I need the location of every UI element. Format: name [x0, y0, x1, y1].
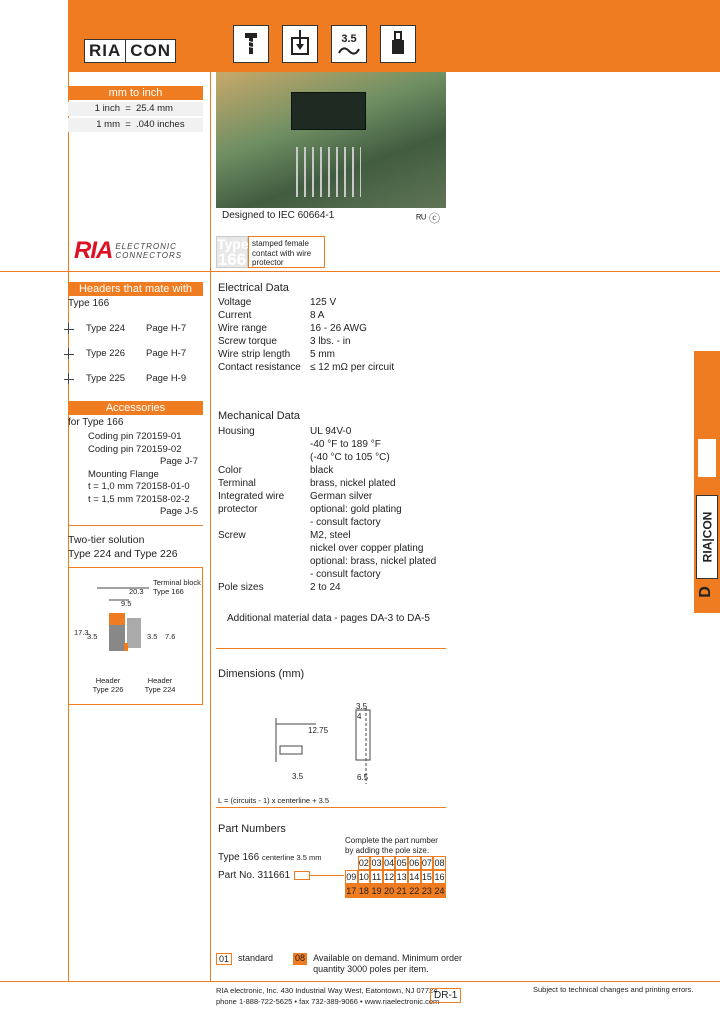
- list-item: t = 1,5 mm 720158-02-2: [88, 493, 190, 505]
- mechanical-row: [218, 477, 450, 490]
- accessories-for: [68, 417, 123, 428]
- pole-size-grid: [345, 856, 446, 898]
- parts-instructions: [345, 836, 438, 855]
- row-key: Screw: [218, 530, 246, 541]
- row-key: [218, 516, 310, 529]
- conv-eq: =: [125, 103, 131, 114]
- mechanical-title: Mechanical Data: [218, 410, 300, 422]
- row-value: 125 V: [310, 297, 337, 308]
- mechanical-row: [218, 516, 450, 529]
- mechanical-row: [218, 529, 450, 542]
- mechanical-row: [218, 555, 450, 568]
- two-tier-line2: Type 224 and Type 226: [68, 548, 178, 560]
- for-prefix: for: [68, 417, 83, 428]
- instr-line: Complete the part number: [345, 836, 438, 845]
- list-item: Coding pin 720159-02: [88, 443, 182, 455]
- screw-icon: [233, 25, 269, 63]
- legend-code-demand: 08: [295, 953, 306, 963]
- legend: [216, 953, 462, 975]
- row-value: nickel over copper plating: [310, 543, 424, 554]
- pole-cell: 17: [346, 886, 357, 896]
- row-value: (-40 °C to 105 °C): [310, 452, 390, 463]
- mechanical-row: [218, 425, 450, 438]
- mechanical-row: [218, 490, 450, 503]
- row-key: [218, 451, 310, 464]
- brand-left: RIA: [89, 41, 122, 60]
- header2-label: Header Type 224: [144, 676, 176, 694]
- row-value: -40 °F to 189 °F: [310, 439, 381, 450]
- pole-cell: 10: [358, 872, 369, 882]
- ria-logo: [68, 236, 182, 266]
- pole-cell: 08: [434, 858, 445, 868]
- pitch-3-5-icon: [331, 25, 367, 63]
- ria-line2: CONNECTORS: [115, 251, 183, 260]
- dim-label: 17.3: [74, 628, 89, 637]
- row-key: Terminal: [218, 478, 256, 489]
- additional-note: Additional material data - pages DA-3 to DA-5: [227, 613, 430, 624]
- header-page: Page H-9: [146, 373, 187, 384]
- mechanical-row: [218, 568, 450, 581]
- pole-cell: 18: [358, 886, 369, 896]
- pole-cell: 06: [409, 858, 420, 868]
- pole-cell: 03: [371, 858, 382, 868]
- pole-placeholder: [294, 871, 310, 880]
- riacon-logo: [84, 39, 176, 63]
- page-number: DR-1: [430, 988, 461, 1003]
- part-number-label: Part No. 311661: [218, 870, 291, 881]
- pole-cell: 09: [346, 872, 357, 882]
- type-box: [216, 236, 325, 268]
- side-letter: D: [696, 586, 714, 598]
- row-value: German silver: [310, 491, 373, 502]
- pole-cell: 24: [434, 886, 445, 896]
- row-value: 3 lbs. - in: [310, 336, 351, 347]
- row-key: Pole sizes: [218, 582, 264, 593]
- legend-demand-line: Available on demand. Minimum order: [313, 953, 462, 963]
- part-number-row: [218, 870, 344, 881]
- two-tier-title: [68, 533, 178, 561]
- ria-logo-sub: [115, 242, 182, 260]
- terminal-block-image: [291, 92, 366, 130]
- mechanical-row: [218, 451, 450, 464]
- list-item: [68, 316, 203, 341]
- type-word: Type: [217, 236, 249, 252]
- side-brand: [696, 495, 718, 579]
- header1-label: Header Type 226: [92, 676, 124, 694]
- header-body: [127, 618, 141, 648]
- dim-label: 12.75: [308, 726, 329, 735]
- two-tier-drawing: [68, 567, 203, 705]
- list-item: [68, 341, 203, 366]
- legend-demand: [313, 953, 462, 975]
- mechanical-row: [218, 503, 450, 516]
- block-top: [109, 613, 125, 625]
- parts-title: Part Numbers: [218, 823, 286, 835]
- dim-label: 3.5: [87, 632, 98, 641]
- electrical-row: [218, 296, 450, 309]
- header-pins-image: [296, 147, 361, 197]
- conv-a: 1 mm: [96, 119, 120, 130]
- pole-cell: 02: [358, 858, 369, 868]
- pole-cell: 04: [384, 858, 395, 868]
- list-item: Page J-7: [159, 456, 198, 467]
- pole-cell: 23: [421, 886, 432, 896]
- dim-label: 4: [357, 712, 362, 721]
- row-key: Integrated wire: [218, 491, 285, 502]
- instr-line: by adding the pole size.: [345, 845, 430, 855]
- row-key: Contact resistance: [218, 362, 301, 373]
- parts-type-label: Type 166: [218, 852, 260, 863]
- conversion-title: mm to inch: [68, 86, 203, 100]
- ria-line1: ELECTRONIC: [115, 242, 177, 251]
- row-key: Color: [218, 465, 242, 476]
- row-key: Current: [218, 310, 252, 321]
- type-description: stamped female contact with wire protector: [248, 236, 325, 268]
- row-key: Housing: [218, 426, 255, 437]
- conversion-row-1: [68, 102, 203, 116]
- type-label: [216, 236, 248, 268]
- row-value: black: [310, 465, 334, 476]
- dim-label: 9.5: [121, 599, 132, 608]
- electrical-row: [218, 309, 450, 322]
- accessories-list: [68, 431, 198, 519]
- headers-title: Headers that mate with: [68, 282, 203, 296]
- list-item: t = 1,0 mm 720158-01-0: [88, 481, 190, 492]
- row-value: 16 - 26 AWG: [310, 323, 367, 334]
- type-number: 166: [217, 250, 247, 269]
- electrical-row: [218, 322, 450, 335]
- row-value: - consult factory: [310, 569, 381, 580]
- dimensions-title: Dimensions (mm): [218, 668, 305, 680]
- two-tier-line1: Two-tier solution: [68, 534, 145, 546]
- row-value: brass, nickel plated: [310, 478, 396, 489]
- pin-accent: [124, 643, 128, 651]
- header-page: Page H-7: [146, 323, 187, 334]
- electrical-title: Electrical Data: [218, 282, 289, 294]
- header-symbol-icon: [68, 373, 82, 384]
- row-key: protector: [218, 504, 258, 515]
- row-key: Wire strip length: [218, 349, 291, 360]
- dim-label: 6.5: [357, 773, 369, 782]
- conv-eq: =: [125, 119, 131, 130]
- column-divider: [210, 272, 211, 981]
- accessories-title: Accessories: [68, 401, 203, 415]
- legend-standard: standard: [238, 953, 274, 963]
- connector-icon: [380, 25, 416, 63]
- list-item: Page J-5: [159, 506, 198, 517]
- ria-logo-text: RIA: [74, 237, 113, 264]
- conversion-row-2: [68, 118, 203, 132]
- footer-address: [216, 985, 439, 1007]
- pole-cell-empty: [345, 856, 358, 870]
- legend-demand-line: quantity 3000 poles per item.: [313, 964, 429, 974]
- accessories-rule: [68, 525, 203, 526]
- pole-cell: 15: [421, 872, 432, 882]
- dim-label: 20.3: [129, 587, 144, 596]
- mechanical-row: [218, 464, 450, 477]
- pole-cell: 22: [409, 886, 420, 896]
- electrical-row: [218, 335, 450, 348]
- front-body: [280, 746, 302, 754]
- left-margin-line: [68, 72, 69, 981]
- iec-caption: Designed to IEC 60664-1: [222, 210, 335, 221]
- pole-cell: 07: [421, 858, 432, 868]
- footer-line2: phone 1-888-722-5625 • fax 732-389-9066 • www.riaelectronic.com: [216, 997, 440, 1006]
- terminal-label: Terminal block Type 166: [153, 578, 201, 596]
- row-key: Wire range: [218, 323, 267, 334]
- row-value: - consult factory: [310, 517, 381, 528]
- pole-cell: 05: [396, 858, 407, 868]
- legend-code-standard: 01: [216, 953, 232, 965]
- conv-b: .040 inches: [136, 119, 185, 130]
- row-value: 5 mm: [310, 349, 335, 360]
- connector-line: [310, 875, 344, 876]
- footer-line1: RIA electronic, Inc. 430 Industrial Way West, Eatontown, NJ 07724: [216, 986, 438, 995]
- side-brand-text: RIA|CON: [700, 511, 715, 563]
- wire-insert-icon: [282, 25, 318, 63]
- side-tab: [694, 351, 720, 613]
- electrical-row: [218, 348, 450, 361]
- dim-label: 3.5: [356, 702, 368, 711]
- list-item: [68, 366, 203, 391]
- dimensions-svg: [216, 688, 446, 806]
- row-key: [218, 542, 310, 555]
- conv-b: 25.4 mm: [136, 103, 173, 114]
- brand-right: CON: [130, 41, 172, 60]
- dim-label: 3.5: [147, 632, 158, 641]
- footer-notice: Subject to technical changes and printing errors.: [533, 985, 694, 994]
- row-value: optional: gold plating: [310, 504, 402, 515]
- pole-cell: 20: [384, 886, 395, 896]
- header-symbol-icon: [68, 348, 82, 359]
- list-item: Coding pin 720159-01: [88, 431, 182, 442]
- column-divider-top: [210, 72, 211, 271]
- side-icons: [698, 439, 716, 477]
- header-type: Type 226: [86, 348, 126, 359]
- header-type: Type 225: [86, 373, 126, 384]
- row-value: 2 to 24: [310, 582, 341, 593]
- row-value: M2, steel: [310, 530, 351, 541]
- list-item: Mounting Flange: [88, 468, 159, 480]
- feature-icons: [233, 25, 416, 63]
- pole-cell: 14: [409, 872, 420, 882]
- pole-cell: 21: [396, 886, 407, 896]
- cert-marks: ᴿᵁ ⓒ: [416, 213, 440, 225]
- headers-sub: Type 166: [68, 298, 110, 309]
- row-value: optional: brass, nickel plated: [310, 556, 437, 567]
- pole-cell: 19: [371, 886, 382, 896]
- parts-centerline: centerline 3.5 mm: [261, 853, 322, 862]
- header-type: Type 224: [86, 323, 126, 334]
- row-key: [218, 568, 310, 581]
- iec-caption-bar: [216, 208, 446, 232]
- header-symbol-icon: [68, 323, 82, 334]
- pole-cell: 12: [384, 872, 395, 882]
- rule: [216, 648, 446, 649]
- for-type: Type 166: [82, 417, 124, 428]
- footer-rule: [0, 981, 720, 982]
- pole-cell: 13: [396, 872, 407, 882]
- mechanical-row: [218, 438, 450, 451]
- conv-a: 1 inch: [94, 103, 120, 114]
- row-key: [218, 555, 310, 568]
- dim-label: 7.6: [165, 632, 176, 641]
- row-key: Screw torque: [218, 336, 277, 347]
- dim-label: 3.5: [292, 772, 304, 781]
- headers-list: [68, 316, 203, 391]
- row-value: ≤ 12 mΩ per circuit: [310, 362, 395, 373]
- electrical-row: [218, 361, 450, 374]
- mechanical-row: [218, 542, 450, 555]
- dimensions-drawing: [216, 688, 446, 808]
- dim-formula: L = (circuits - 1) x centerline + 3.5: [218, 796, 330, 805]
- section-divider: [0, 271, 720, 272]
- pole-cell: 16: [434, 872, 445, 882]
- row-key: Voltage: [218, 297, 252, 308]
- parts-type: [218, 852, 322, 863]
- row-key: [218, 438, 310, 451]
- block-body: [109, 625, 125, 651]
- header-page: Page H-7: [146, 348, 187, 359]
- row-value: UL 94V-0: [310, 426, 352, 437]
- row-value: 8 A: [310, 310, 325, 321]
- mechanical-row: [218, 581, 450, 594]
- pole-cell: 11: [371, 872, 382, 882]
- pitch-label: 3.5: [341, 33, 357, 45]
